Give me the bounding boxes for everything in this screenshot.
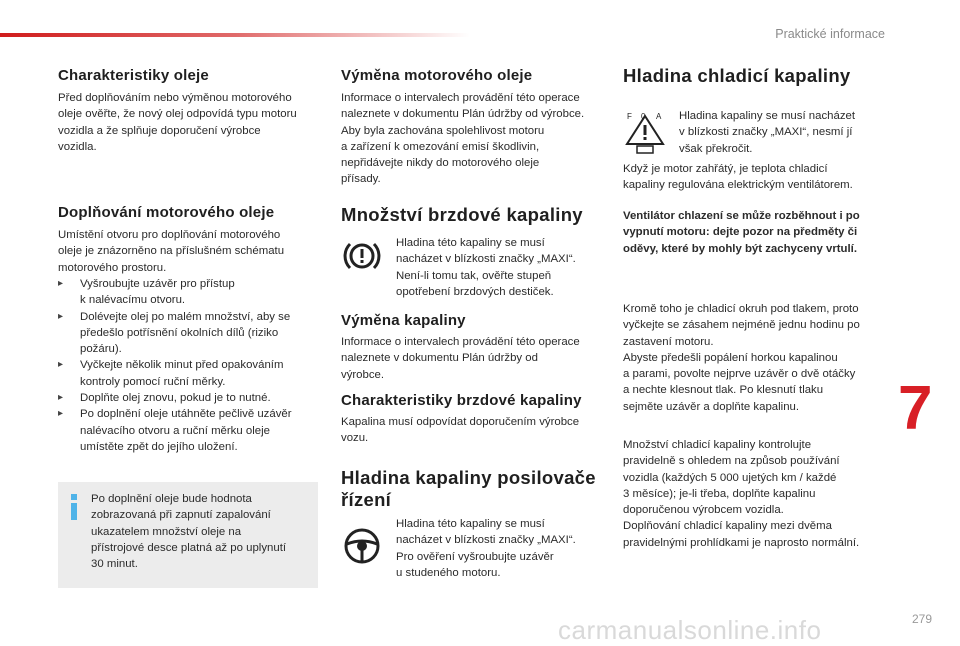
svg-text:A: A xyxy=(656,112,662,121)
oil-characteristics-heading: Charakteristiky oleje xyxy=(58,67,209,84)
svg-text:0: 0 xyxy=(641,112,646,121)
list-item: ▸ Po doplnění oleje utáhněte pečlivě uzávěr nalévacího otvoru a ruční měrku oleje umístěte zpět do jejího uložení. xyxy=(58,406,328,455)
list-item: ▸ Vyčkejte několik minut před opakováním kontroly pomocí ruční měrky. xyxy=(58,357,328,390)
coolant-icon-text: Hladina kapaliny se musí nacházet v blízkosti značky „MAXI“, nesmí jí však překročit. xyxy=(679,110,856,155)
watermark: carmanualsonline.info xyxy=(558,615,822,645)
brake-fluid-characteristics-text: Kapalina musí odpovídat doporučením výrobce vozu. xyxy=(341,416,580,445)
brake-fluid-heading: Množství brzdové kapaliny xyxy=(341,204,583,225)
coolant-warning-icon xyxy=(623,110,667,154)
list-item: ▸ Doplňte olej znovu, pokud je to nutné. xyxy=(58,390,328,406)
coolant-fan-warning: Ventilátor chlazení se může rozběhnout i po vypnutí motoru: dejte pozor na předměty či oděvy, které by mohly být zachyceny vrtulí. xyxy=(623,210,860,255)
brake-fluid-text: Hladina této kapaliny se musí nacházet v blízkosti značky „MAXI“. Není-li tomu tak, ověřte stupeň opotřebení brzdových destiček. xyxy=(396,237,576,298)
coolant-heading: Hladina chladicí kapaliny xyxy=(623,65,851,86)
oil-characteristics-text: Před doplňováním nebo výměnou motorového oleje ověřte, že nový olej odpovídá typu motoru vozidla a že splňuje doporučení výrobce vozidla. xyxy=(58,92,297,153)
power-steering-heading: Hladina kapaliny posilovače řízení xyxy=(341,467,596,510)
info-text: Po doplnění oleje bude hodnota zobrazovaná při zapnutí zapalování ukazatelem množství oleje na přístrojové desce platná až po uplynutí 30 minut. xyxy=(91,493,287,571)
coolant-pressure-text: Kromě toho je chladicí okruh pod tlakem, proto vyčkejte se zásahem nejméně jednu hodinu po zastavení motoru. Abyste předešli popálení horkou kapalinou a parami, povolte nejprve uzávěr o dvě otáčky a nechte klesnout tlak. Po klesnutí tlaku sejměte uzávěr a doplňte kapalinu. xyxy=(623,303,860,413)
header-accent-bar xyxy=(0,33,470,37)
list-item: ▸ Dolévejte olej po malém množství, aby se předešlo potřísnění okolních dílů (riziko požáru). xyxy=(58,309,328,358)
page-header-title: Praktické informace xyxy=(775,27,885,41)
fluid-change-heading: Výměna kapaliny xyxy=(341,312,466,329)
list-item: ▸ Vyšroubujte uzávěr pro přístup k nalévacímu otvoru. xyxy=(58,276,328,309)
oil-filling-heading: Doplňování motorového oleje xyxy=(58,204,275,221)
brake-fluid-characteristics-heading: Charakteristiky brzdové kapaliny xyxy=(341,392,582,409)
svg-text:F: F xyxy=(627,112,632,121)
info-box xyxy=(58,482,318,588)
brake-warning-icon xyxy=(342,236,382,276)
oil-change-text: Informace o intervalech provádění této operace naleznete v dokumentu Plán údržby od výrobce. Aby byla zachována spolehlivost motoru a zařízení k omezování emisí škodlivin, nepřidávejte nikdy do motorového oleje přísady. xyxy=(341,92,585,186)
fluid-change-text: Informace o intervalech provádění této operace naleznete v dokumentu Plán údržby od výrobce. xyxy=(341,336,580,381)
coolant-check-text: Množství chladicí kapaliny kontrolujte pravidelně s ohledem na způsob používání vozidla (každých 5 000 ujetých km / každé 3 měsíce); je-li třeba, doplňte kapalinu doporučenou výrobcem vozidla. Doplňování chladicí kapaliny mezi dvěma pravidelnými prohlídkami je naprosto normální. xyxy=(623,439,860,549)
steering-wheel-icon xyxy=(342,526,382,566)
oil-change-heading: Výměna motorového oleje xyxy=(341,67,533,84)
coolant-fan-text: Když je motor zahřátý, je teplota chladicí kapaliny regulována elektrickým ventilátorem. xyxy=(623,163,853,192)
oil-filling-text: Umístění otvoru pro doplňování motorového oleje je znázorněno na příslušném schématu motorového prostoru. xyxy=(58,229,285,274)
info-icon xyxy=(70,494,78,520)
page-number: 279 xyxy=(912,612,933,626)
chapter-number: 7 xyxy=(898,374,933,443)
power-steering-text: Hladina této kapaliny se musí nacházet v blízkosti značky „MAXI“. Pro ověření vyšroubujte uzávěr u studeného motoru. xyxy=(396,518,576,579)
oil-filling-steps xyxy=(58,276,328,455)
